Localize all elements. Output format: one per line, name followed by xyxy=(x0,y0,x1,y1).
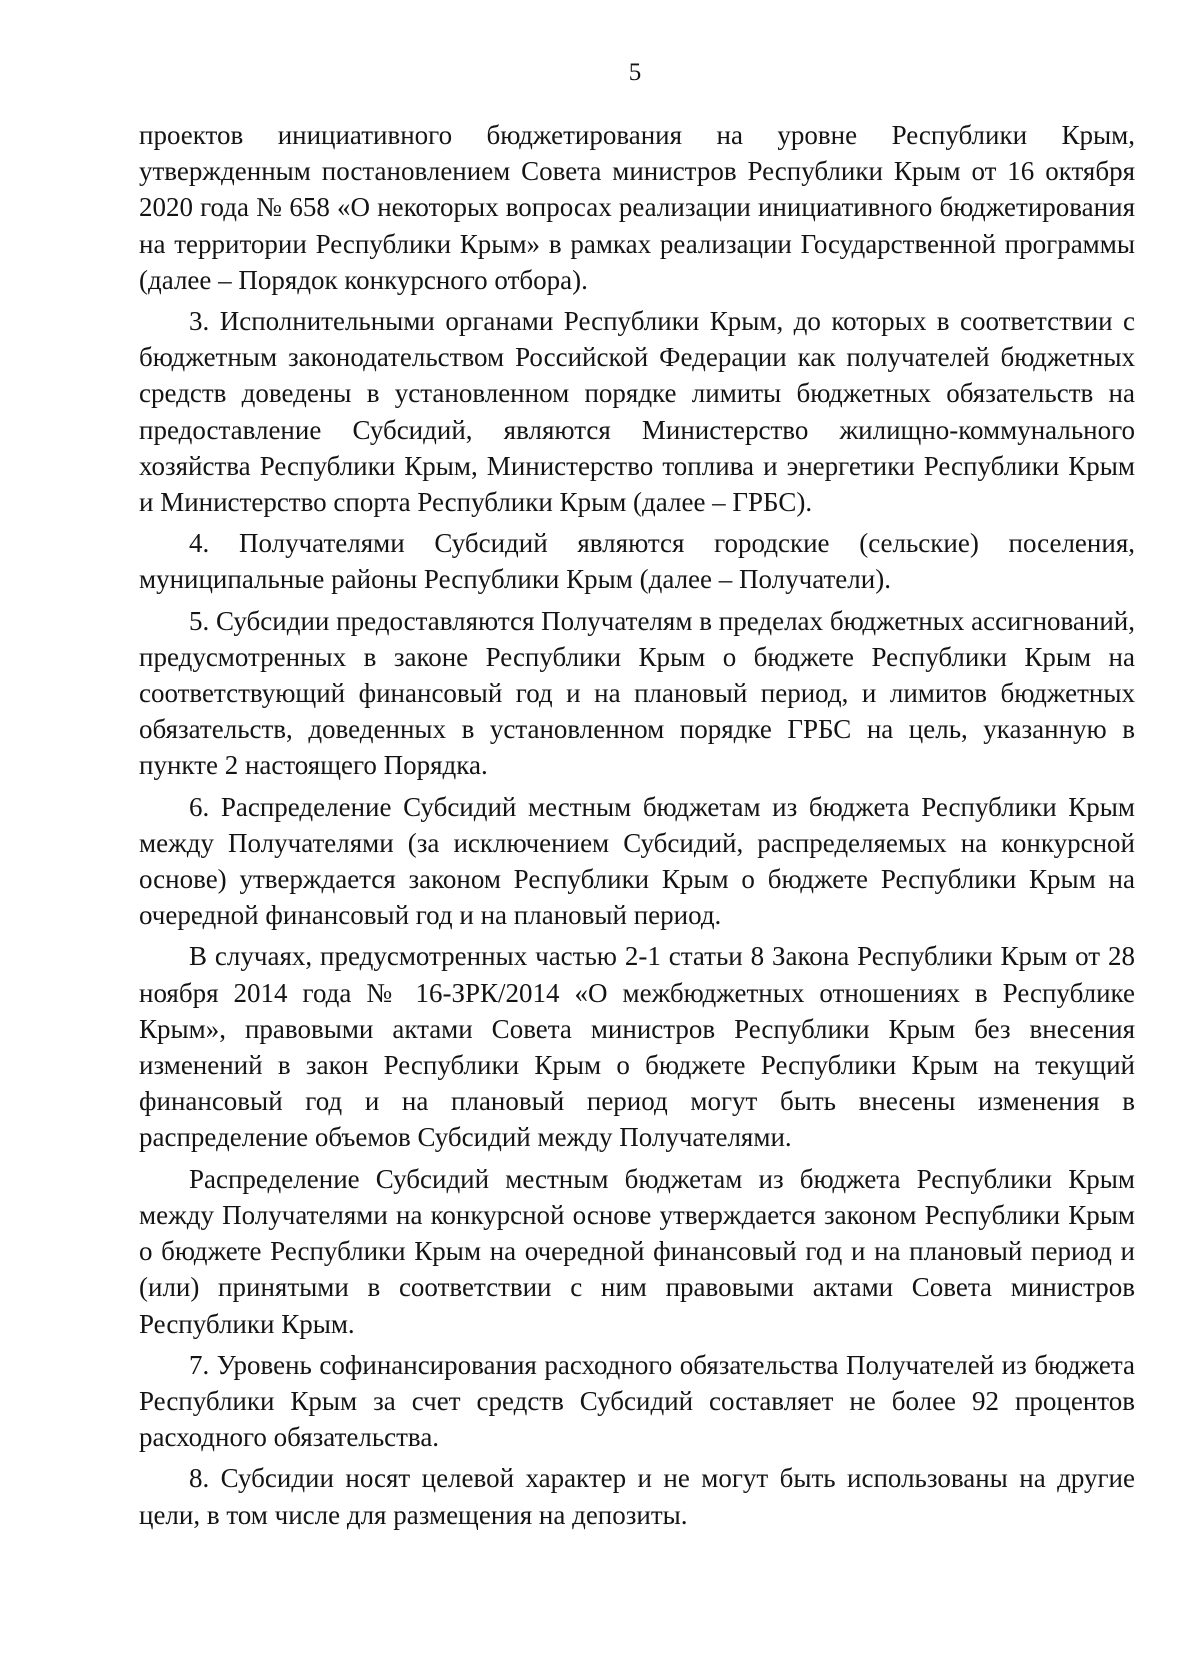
document-body xyxy=(139,117,1135,1533)
paragraph-item-6-cases: В случаях, предусмотренных частью 2-1 статьи 8 Закона Республики Крым от 28 ноября 2014 года № 16-ЗРК/2014 «О межбюджетных отношениях в Республике Крым», правовыми актами Совета министров Республики Крым без внесения изменений в закон Республики Крым о бюджете Республики Крым на текущий финансовый год и на плановый период могут быть внесены изменения в распределение объемов Субсидий между Получателями. xyxy=(139,941,1135,1153)
paragraph-continuation: проектов инициативного бюджетирования на уровне Республики Крым, утвержденным постановлением Совета министров Республики Крым от 16 октября 2020 года № 658 «О некоторых вопросах реализации инициативного бюджетирования на территории Республики Крым» в рамках реализации Государственной программы (далее – Порядок конкурсного отбора). xyxy=(139,120,1135,295)
paragraph-item-5: 5. Субсидии предоставляются Получателям в пределах бюджетных ассигнований, предусмотренных в законе Республики Крым о бюджете Республики Крым на соответствующий финансовый год и на плановый период, и лимитов бюджетных обязательств, доведенных в установленном порядке ГРБС на цель, указанную в пункте 2 настоящего Порядка. xyxy=(139,605,1135,781)
paragraph-item-8: 8. Субсидии носят целевой характер и не могут быть использованы на другие цели, в том числе для размещения на депозиты. xyxy=(139,1463,1135,1530)
page-number: 5 xyxy=(628,59,642,86)
paragraph-item-6-competitive: Распределение Субсидий местным бюджетам из бюджета Республики Крым между Получателями на конкурсной основе утверждается законом Республики Крым о бюджете Республики Крым на очередной финансовый год и на плановый период и (или) принятыми в соответствии с ним правовыми актами Совета министров Республики Крым. xyxy=(139,1163,1135,1339)
paragraph-item-7: 7. Уровень софинансирования расходного обязательства Получателей из бюджета Республики Крым за счет средств Субсидий составляет не более 92 процентов расходного обязательства. xyxy=(139,1349,1135,1453)
paragraph-item-4: 4. Получателями Субсидий являются городские (сельские) поселения, муниципальные районы Республики Крым (далее – Получатели). xyxy=(139,528,1135,595)
paragraph-item-3: 3. Исполнительными органами Республики Крым, до которых в соответствии с бюджетным законодательством Российской Федерации как получателей бюджетных средств доведены в установленном порядке лимиты бюджетных обязательств на предоставление Субсидий, являются Министерство жилищно-коммунального хозяйства Республики Крым, Министерство топлива и энергетики Республики Крым и Министерство спорта Республики Крым (далее – ГРБС). xyxy=(139,306,1135,518)
paragraph-item-6: 6. Распределение Субсидий местным бюджетам из бюджета Республики Крым между Получателями (за исключением Субсидий, распределяемых на конкурсной основе) утверждается законом Республики Крым о бюджете Республики Крым на очередной финансовый год и на плановый период. xyxy=(139,791,1135,931)
